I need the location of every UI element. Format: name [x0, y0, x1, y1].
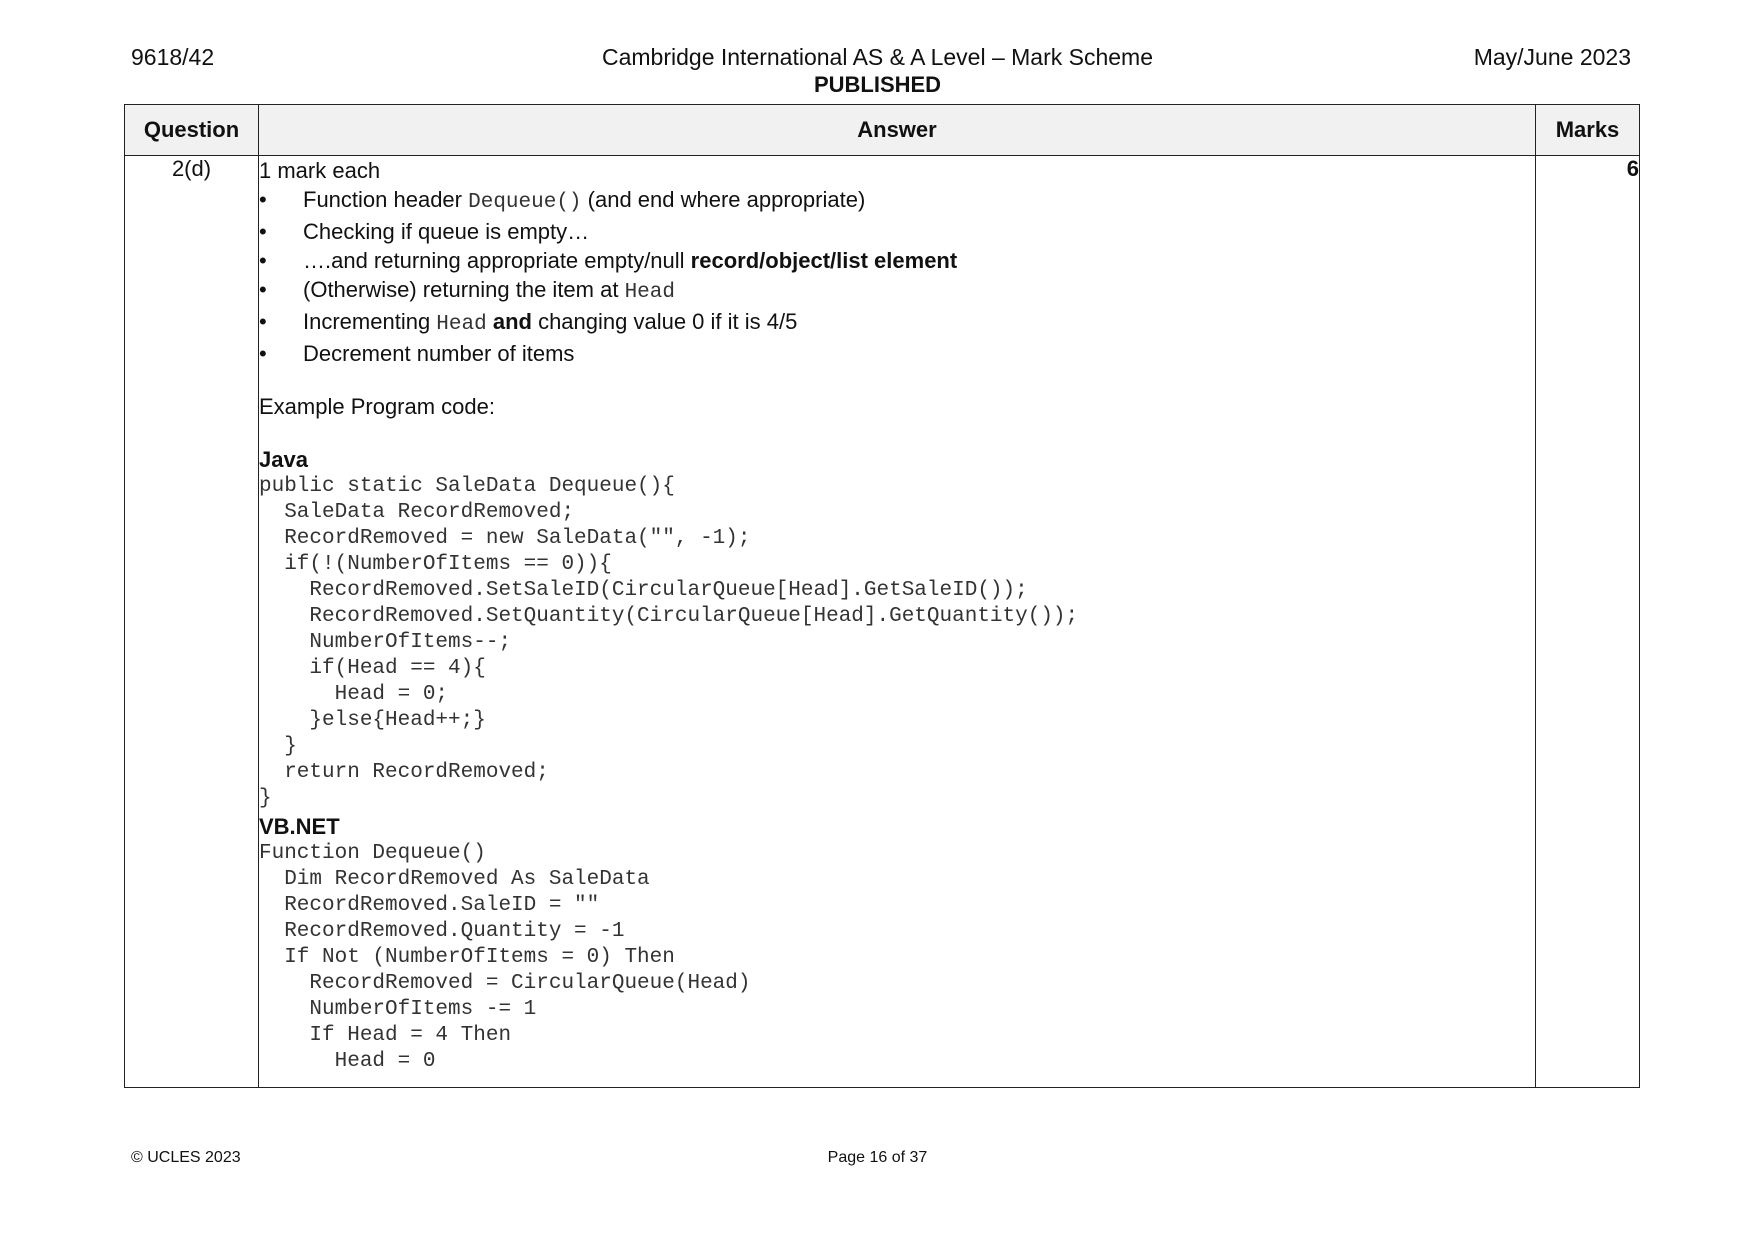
list-item: • Checking if queue is empty… — [259, 217, 1535, 246]
java-code-block: public static SaleData Dequeue(){ SaleData RecordRemoved; RecordRemoved = new SaleData("", -1); if(!(NumberOfItems == 0)){ RecordRemoved.SetSaleID(CircularQueue[Head].GetSaleID()); RecordRemoved.SetQuantity(CircularQueue[Head].GetQuantity()); NumberOfItems--; if(Head == 4){ Head = 0; }else{Head++;} } return RecordRemoved; } — [259, 475, 1079, 810]
answer-cell — [259, 156, 1536, 1088]
exam-session: May/June 2023 — [1473, 44, 1631, 70]
list-item: • Decrement number of items — [259, 339, 1535, 368]
mark-intro: 1 mark each — [259, 158, 381, 183]
copyright-notice: © UCLES 2023 — [131, 1149, 241, 1166]
list-item: • (Otherwise) returning the item at Head — [259, 275, 1535, 307]
marks-value: 6 — [1536, 156, 1640, 1088]
question-number: 2(d) — [125, 156, 259, 1088]
vbnet-code-block: Function Dequeue() Dim RecordRemoved As SaleData RecordRemoved.SaleID = "" RecordRemoved.Quantity = -1 If Not (NumberOfItems = 0) Then RecordRemoved = CircularQueue(Head) NumberOfItems -= 1 If Head = 4 Then Head = 0 — [259, 842, 751, 1073]
published-label: PUBLISHED — [813, 72, 942, 97]
list-item: • Function header Dequeue() (and end where appropriate) — [259, 185, 1535, 217]
marks-column-header: Marks — [1536, 105, 1640, 156]
marking-points-list — [259, 185, 1535, 368]
list-item: • ….and returning appropriate empty/null record/object/list element — [259, 246, 1535, 275]
answer-column-header: Answer — [259, 105, 1536, 156]
paper-code: 9618/42 — [131, 44, 215, 70]
table-row — [125, 156, 1640, 1088]
vbnet-heading: VB.NET — [259, 814, 340, 839]
question-column-header: Question — [125, 105, 259, 156]
mark-scheme-table — [124, 104, 1640, 1088]
page-number: Page 16 of 37 — [827, 1149, 928, 1166]
example-code-label: Example Program code: — [259, 394, 495, 419]
document-title: Cambridge International AS & A Level – Mark Scheme — [601, 44, 1154, 70]
java-heading: Java — [259, 447, 308, 472]
list-item: • Incrementing Head and changing value 0 if it is 4/5 — [259, 307, 1535, 339]
table-header-row — [125, 105, 1640, 156]
